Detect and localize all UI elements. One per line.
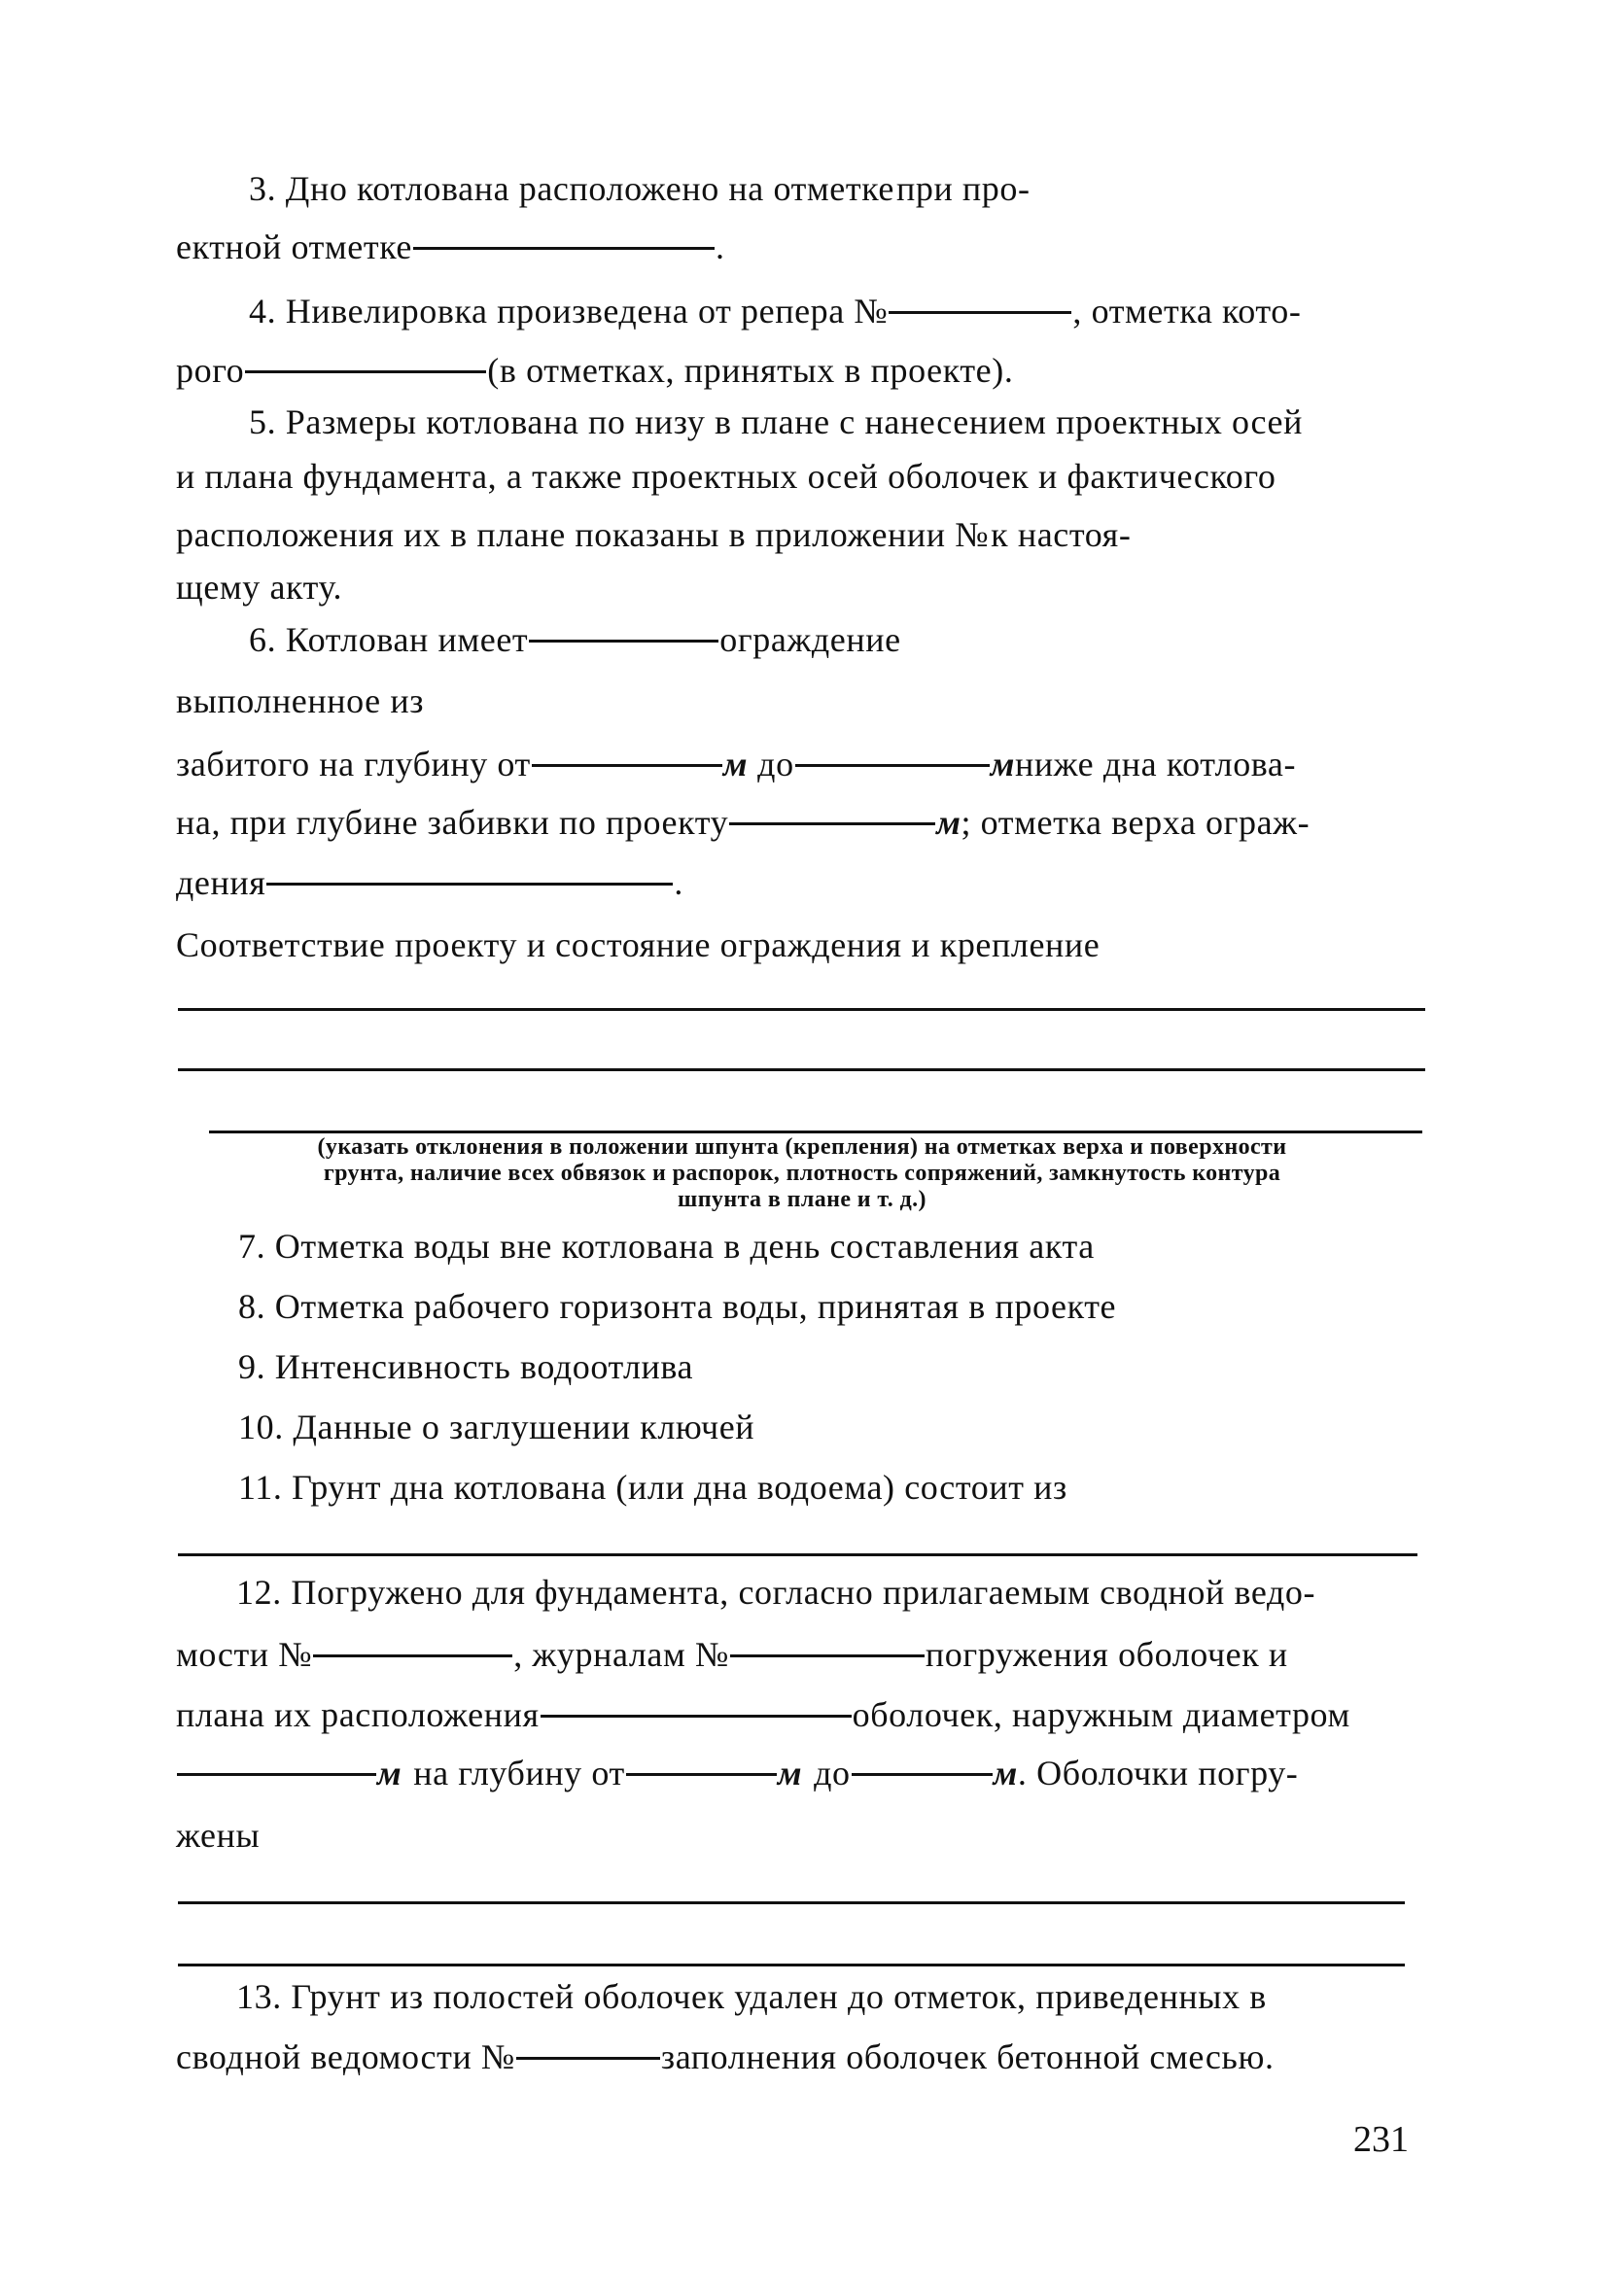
- item-6-text-4b: ; отметка верха ограж-: [961, 803, 1311, 842]
- blank-line-1[interactable]: [178, 1008, 1425, 1011]
- blank-line-5[interactable]: [178, 1901, 1405, 1904]
- item-7-line: [238, 1223, 1419, 1270]
- item-12-text-1: 12. Погружено для фундамента, согласно прилагаемым сводной ведо-: [236, 1573, 1316, 1612]
- item-12-line-4: [176, 1750, 1417, 1796]
- item-6-text-1a: 6. Котлован имеет: [249, 620, 529, 659]
- item-3-line-2: [176, 224, 1423, 270]
- item-6-text-3a: забитого на глубину от: [176, 745, 531, 783]
- item-6-unit-m-2: м: [990, 745, 1015, 783]
- item-13-text-1: 13. Грунт из полостей оболочек удален до отметок, приведенных в: [236, 1977, 1267, 2016]
- item-13-line-1: [176, 1973, 1417, 2020]
- item-5-line-1: [176, 399, 1423, 445]
- item-12-blank-depth-to[interactable]: [852, 1773, 993, 1776]
- item-5-text-3-end: к настоя-: [991, 515, 1132, 554]
- blank-line-3[interactable]: [209, 1131, 1422, 1133]
- item-10-text: 10. Данные о заглушении ключей: [238, 1408, 755, 1446]
- item-12-unit-m-2: м: [777, 1754, 803, 1792]
- item-5-text-3: расположения их в плане показаны в приложении №: [176, 515, 990, 554]
- item-12-blank-diameter[interactable]: [177, 1773, 376, 1776]
- item-9-text: 9. Интенсивность водоотлива: [238, 1347, 694, 1386]
- item-13-blank-statement[interactable]: [516, 2057, 660, 2060]
- item-12-text-2c: погружения оболочек и: [925, 1635, 1288, 1674]
- item-4-text-2: рого: [176, 351, 245, 390]
- page-number: 231: [1353, 2119, 1409, 2160]
- item-12-text-4a: на глубину от: [413, 1754, 625, 1792]
- item-6-blank-design-depth[interactable]: [729, 822, 935, 825]
- item-12-text-2b: , журналам №: [513, 1635, 729, 1674]
- blank-line-6[interactable]: [178, 1964, 1405, 1966]
- item-5-text-1: 5. Размеры котлована по низу в плане с нанесением проектных осей: [249, 402, 1303, 441]
- item-6-text-2: выполненное из: [176, 681, 425, 720]
- item-6-blank-type[interactable]: [529, 640, 718, 643]
- item-6-line-4: [176, 799, 1423, 846]
- item-12-text-3a: плана их расположения: [176, 1695, 540, 1734]
- item-5-line-3: [176, 511, 1423, 558]
- item-6-line-3: [176, 741, 1423, 787]
- item-4-line-1: [176, 288, 1423, 334]
- item-11-line: [238, 1464, 1417, 1511]
- item-6-text-6: Соответствие проекту и состояние ограждения и крепление: [176, 925, 1101, 964]
- item-4-text: 4. Нивелировка произведена от репера №: [249, 292, 889, 330]
- item-6-line-1: [176, 616, 1423, 663]
- item-3-text-2: ектной отметке: [176, 227, 412, 266]
- item-4-text-2-end: (в отметках, принятых в проекте).: [487, 351, 1014, 390]
- item-12-blank-count[interactable]: [541, 1715, 852, 1718]
- item-6-text-5: дения: [176, 863, 266, 902]
- item-6-line-6: [176, 922, 1423, 968]
- item-12-text-4c: . Оболочки погру-: [1017, 1754, 1299, 1792]
- item-4-line-2: [176, 347, 1423, 394]
- item-9-line: [238, 1343, 1419, 1390]
- item-5-line-2: [176, 453, 1423, 500]
- item-12-line-5: [176, 1812, 1417, 1859]
- item-12-line-3: [176, 1691, 1417, 1738]
- blank-line-4[interactable]: [178, 1553, 1417, 1556]
- item-13-text-2b: заполнения оболочек бетонной смесью.: [660, 2037, 1275, 2076]
- item-13-line-2: [176, 2034, 1417, 2080]
- item-6-text-4a: на, при глубине забивки по проекту: [176, 803, 729, 842]
- item-3-line-1: [176, 165, 1423, 212]
- item-12-blank-journals[interactable]: [730, 1654, 925, 1657]
- item-4-blank-mark[interactable]: [245, 370, 486, 373]
- note-line-3: шпунта в плане и т. д.): [678, 1187, 926, 1212]
- item-3-blank-design[interactable]: [413, 247, 715, 250]
- blank-line-2[interactable]: [178, 1068, 1425, 1071]
- item-6-text-1b: ограждение: [719, 620, 901, 659]
- item-12-unit-m-1: м: [377, 1754, 402, 1792]
- note-line-1: (указать отклонения в положении шпунта (крепления) на отметках верха и поверхности: [317, 1134, 1287, 1160]
- item-8-line: [238, 1283, 1419, 1330]
- item-7-text: 7. Отметка воды вне котлована в день составления акта: [238, 1227, 1095, 1266]
- item-12-text-2a: мости №: [176, 1635, 313, 1674]
- item-6-blank-top-mark[interactable]: [266, 883, 673, 886]
- item-12-line-1: [176, 1569, 1423, 1616]
- item-12-blank-depth-from[interactable]: [626, 1773, 777, 1776]
- item-12-blank-statement[interactable]: [313, 1654, 512, 1657]
- note-line-2: грунта, наличие всех обвязок и распорок, плотность сопряжений, замкнутость контура: [323, 1161, 1281, 1186]
- item-8-text: 8. Отметка рабочего горизонта воды, принятая в проекте: [238, 1287, 1117, 1326]
- item-4-blank-benchmark[interactable]: [889, 311, 1071, 314]
- item-5-text-2: и плана фундамента, а также проектных осей оболочек и фактического: [176, 457, 1276, 496]
- item-12-text-5: жены: [176, 1816, 261, 1855]
- item-3-text-end: при про-: [895, 169, 1031, 208]
- item-10-line: [238, 1404, 1419, 1450]
- item-6-text-3c: ниже дна котлова-: [1014, 745, 1297, 783]
- item-6-unit-m-1: м: [722, 745, 749, 783]
- item-6-period: .: [674, 863, 683, 902]
- item-11-text: 11. Грунт дна котлована (или дна водоема) состоит из: [238, 1468, 1067, 1507]
- item-6-text-3b: до: [757, 745, 794, 783]
- item-12-unit-m-3: м: [993, 1754, 1018, 1792]
- item-3-text: 3. Дно котлована расположено на отметке: [249, 169, 894, 208]
- item-5-line-4: [176, 564, 1423, 610]
- item-3-period: .: [715, 227, 725, 266]
- item-6-blank-depth-from[interactable]: [532, 764, 722, 767]
- item-12-text-3b: оболочек, наружным диаметром: [852, 1695, 1350, 1734]
- item-6-blank-depth-to[interactable]: [795, 764, 990, 767]
- item-12-text-4b: до: [814, 1754, 851, 1792]
- item-6-line-5: [176, 859, 1423, 906]
- item-6-unit-m-3: м: [936, 803, 961, 842]
- item-4-text-end: , отметка кото-: [1072, 292, 1302, 330]
- item-6-line-2: [176, 678, 1423, 724]
- item-5-text-4: щему акту.: [176, 568, 343, 607]
- item-13-text-2a: сводной ведомости №: [176, 2037, 515, 2076]
- item-12-line-2: [176, 1631, 1417, 1678]
